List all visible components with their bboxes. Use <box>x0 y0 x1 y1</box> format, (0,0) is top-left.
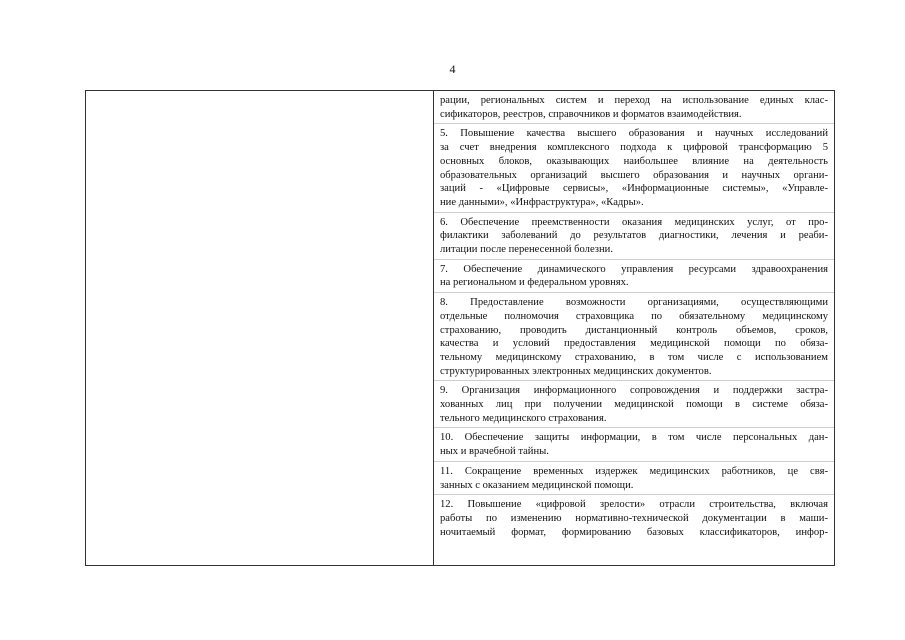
text-line: заций - «Цифровые сервисы», «Информационные системы», «Управле- <box>440 183 828 195</box>
text-line: качества и условий предоставления медицинской помощи по обяза- <box>440 338 828 350</box>
paragraph <box>434 91 834 124</box>
document-table <box>85 90 835 566</box>
text-line: 6. Обеспечение преемственности оказания медицинских услуг, от про- <box>440 216 828 228</box>
table-left-cell <box>86 91 434 565</box>
text-line: 9. Организация информационного сопровождения и поддержки застра- <box>440 385 828 397</box>
text-line: работы по изменению нормативно-технической документации в маши- <box>440 512 828 524</box>
text-line: тельного медицинского страхования. <box>440 412 607 424</box>
text-line: структурированных электронных медицинских документов. <box>440 365 712 377</box>
text-line: 10. Обеспечение защиты информации, в том числе персональных дан- <box>440 432 828 444</box>
text-line: тельному медицинскому страхованию, в том числе с использованием <box>440 351 828 363</box>
text-line: 7. Обеспечение динамического управления ресурсами здравоохранения <box>440 263 828 275</box>
text-line: литации после перенесенной болезни. <box>440 244 613 256</box>
paragraph <box>434 381 834 428</box>
text-line: хованных лиц при получении медицинской помощи в системе обяза- <box>440 399 828 411</box>
text-line: на региональном и федеральном уровнях. <box>440 277 629 289</box>
text-line: отдельные полномочия страховщика по обязательному медицинскому <box>440 310 828 322</box>
text-line: филактики заболеваний до результатов диагностики, лечения и реаби- <box>440 230 828 242</box>
text-line: ночитаемый формат, формированию базовых классификаторов, инфор- <box>440 526 828 538</box>
text-line: за счет внедрения комплексного подхода к цифровой трансформацию 5 <box>440 142 828 154</box>
paragraph <box>434 462 834 495</box>
text-line: ние данными», «Инфраструктура», «Кадры». <box>440 196 644 208</box>
paragraph <box>434 260 834 293</box>
page-number: 4 <box>449 62 456 76</box>
paragraph <box>434 428 834 461</box>
paragraph <box>434 124 834 212</box>
text-line: ных и врачебной тайны. <box>440 446 549 458</box>
text-line: 5. Повышение качества высшего образования и научных исследований <box>440 128 828 140</box>
paragraph <box>434 495 834 541</box>
text-line: основных блоков, оказывающих наибольшее влияние на деятельность <box>440 155 828 167</box>
text-line: образовательных организаций высшего образования и научных органи- <box>440 169 828 181</box>
text-line: занных с оказанием медицинской помощи. <box>440 479 634 491</box>
paragraph <box>434 213 834 260</box>
text-line: 12. Повышение «цифровой зрелости» отрасли строительства, включая <box>440 499 828 511</box>
text-line: страхованию, проводить дистанционный контроль объемов, сроков, <box>440 324 828 336</box>
paragraph <box>434 293 834 381</box>
text-line: 8. Предоставление возможности организациями, осуществляющими <box>440 297 828 309</box>
table-right-cell <box>434 91 834 565</box>
text-line: сификаторов, реестров, справочников и форматов взаимодействия. <box>440 108 742 120</box>
text-line: 11. Сокращение временных издержек медицинских работников, це свя- <box>440 465 828 477</box>
text-line: рации, региональных систем и переход на использование единых клас- <box>440 95 828 106</box>
